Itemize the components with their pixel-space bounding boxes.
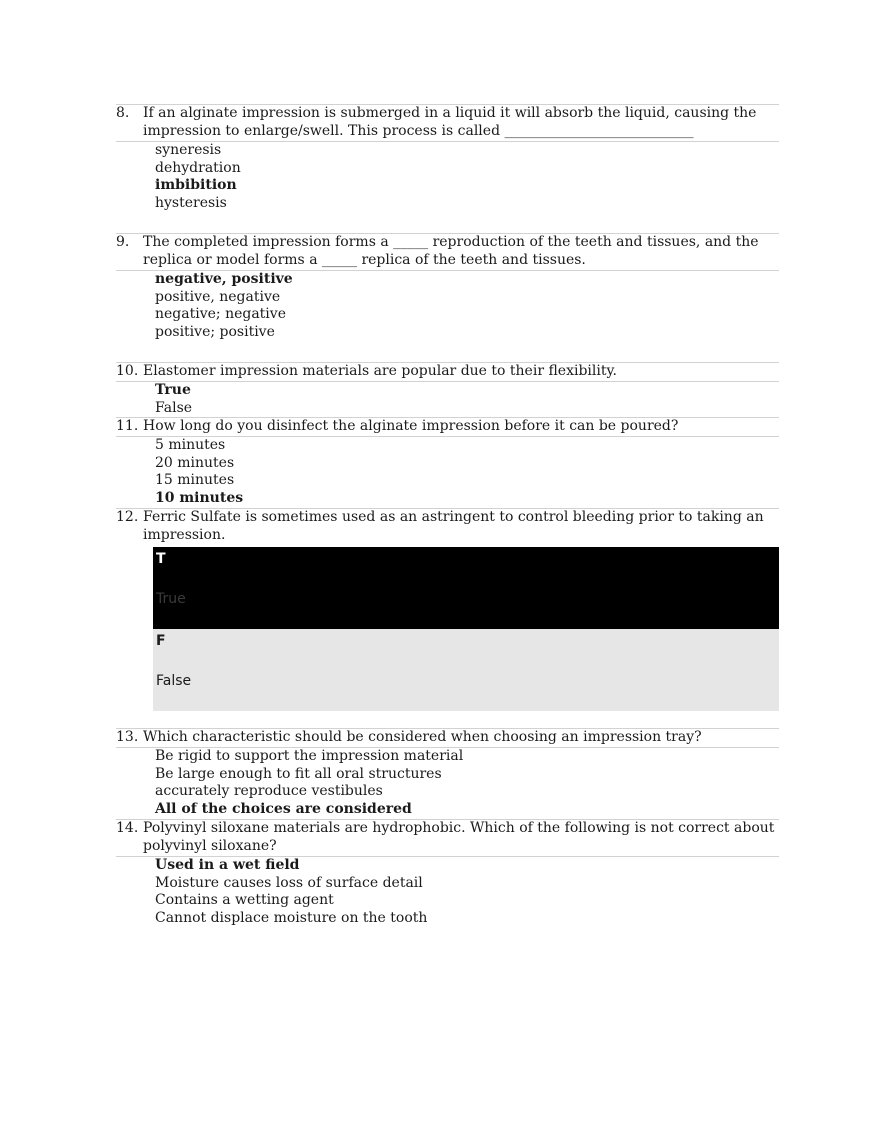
correct-choice-item: True <box>155 382 191 398</box>
question-8 <box>116 104 779 142</box>
choice-list <box>155 748 463 818</box>
question-number: 9. <box>116 234 130 250</box>
choice-item: syneresis <box>155 142 222 158</box>
choice-item: 5 minutes <box>155 437 226 453</box>
question-text: The completed impression forms a _____ reproduction of the teeth and tissues, and the replica or model forms a _____ replica of the teeth and tissues. <box>143 234 759 268</box>
choice-list <box>155 437 243 507</box>
choice-item: 20 minutes <box>155 454 235 471</box>
correct-choice-item: Used in a wet field <box>155 857 300 873</box>
option-label: False <box>156 673 192 689</box>
correct-choice-item: 10 minutes <box>155 489 244 506</box>
choice-list <box>155 382 192 417</box>
choice-item: negative; negative <box>155 306 286 323</box>
false-option[interactable] <box>153 629 779 711</box>
question-number: 14. <box>116 820 139 836</box>
choice-item: positive, negative <box>155 288 281 305</box>
question-number: 11. <box>116 418 139 434</box>
question-9 <box>116 233 779 271</box>
choice-item: Cannot displace moisture on the tooth <box>155 909 428 926</box>
question-number: 13. <box>116 729 139 745</box>
correct-choice-item: negative, positive <box>155 271 293 287</box>
choice-item: Be rigid to support the impression material <box>155 748 464 764</box>
choice-item: hysteresis <box>155 194 227 211</box>
choice-item: Contains a wetting agent <box>155 892 334 909</box>
question-number: 12. <box>116 509 139 525</box>
question-number: 8. <box>116 105 130 121</box>
choice-list <box>155 271 293 341</box>
choice-item: Moisture causes loss of surface detail <box>155 874 423 891</box>
option-label: True <box>156 591 186 607</box>
choice-item: 15 minutes <box>155 472 235 489</box>
question-13 <box>116 728 779 748</box>
question-12 <box>116 508 779 543</box>
choice-item: Be large enough to fit all oral structures <box>155 765 442 782</box>
question-text: Polyvinyl siloxane materials are hydrophobic. Which of the following is not correct about polyvinyl siloxane? <box>143 820 775 854</box>
choice-item: False <box>155 399 193 416</box>
question-text: Which characteristic should be considered when choosing an impression tray? <box>143 729 702 745</box>
question-number: 10. <box>116 363 139 379</box>
choice-list <box>155 857 427 927</box>
question-text: How long do you disinfect the alginate impression before it can be poured? <box>143 418 679 434</box>
question-text: Ferric Sulfate is sometimes used as an astringent to control bleeding prior to taking an impression. <box>143 509 764 543</box>
option-letter: T <box>156 551 166 567</box>
question-text: If an alginate impression is submerged in a liquid it will absorb the liquid, causing the impression to enlarge/swell. This process is called ___________________________ <box>143 105 757 139</box>
question-text: Elastomer impression materials are popular due to their flexibility. <box>143 363 617 379</box>
choice-item: dehydration <box>155 159 241 176</box>
correct-choice-item: All of the choices are considered <box>155 800 412 817</box>
choice-item: positive; positive <box>155 323 275 340</box>
choice-list <box>155 142 241 212</box>
question-11 <box>116 417 779 437</box>
question-14 <box>116 819 779 857</box>
question-10 <box>116 362 779 382</box>
true-false-options <box>153 547 779 711</box>
correct-choice-item: imbibition <box>155 177 237 194</box>
choice-item: accurately reproduce vestibules <box>155 783 383 800</box>
option-letter: F <box>156 633 166 649</box>
true-option[interactable] <box>153 547 779 629</box>
